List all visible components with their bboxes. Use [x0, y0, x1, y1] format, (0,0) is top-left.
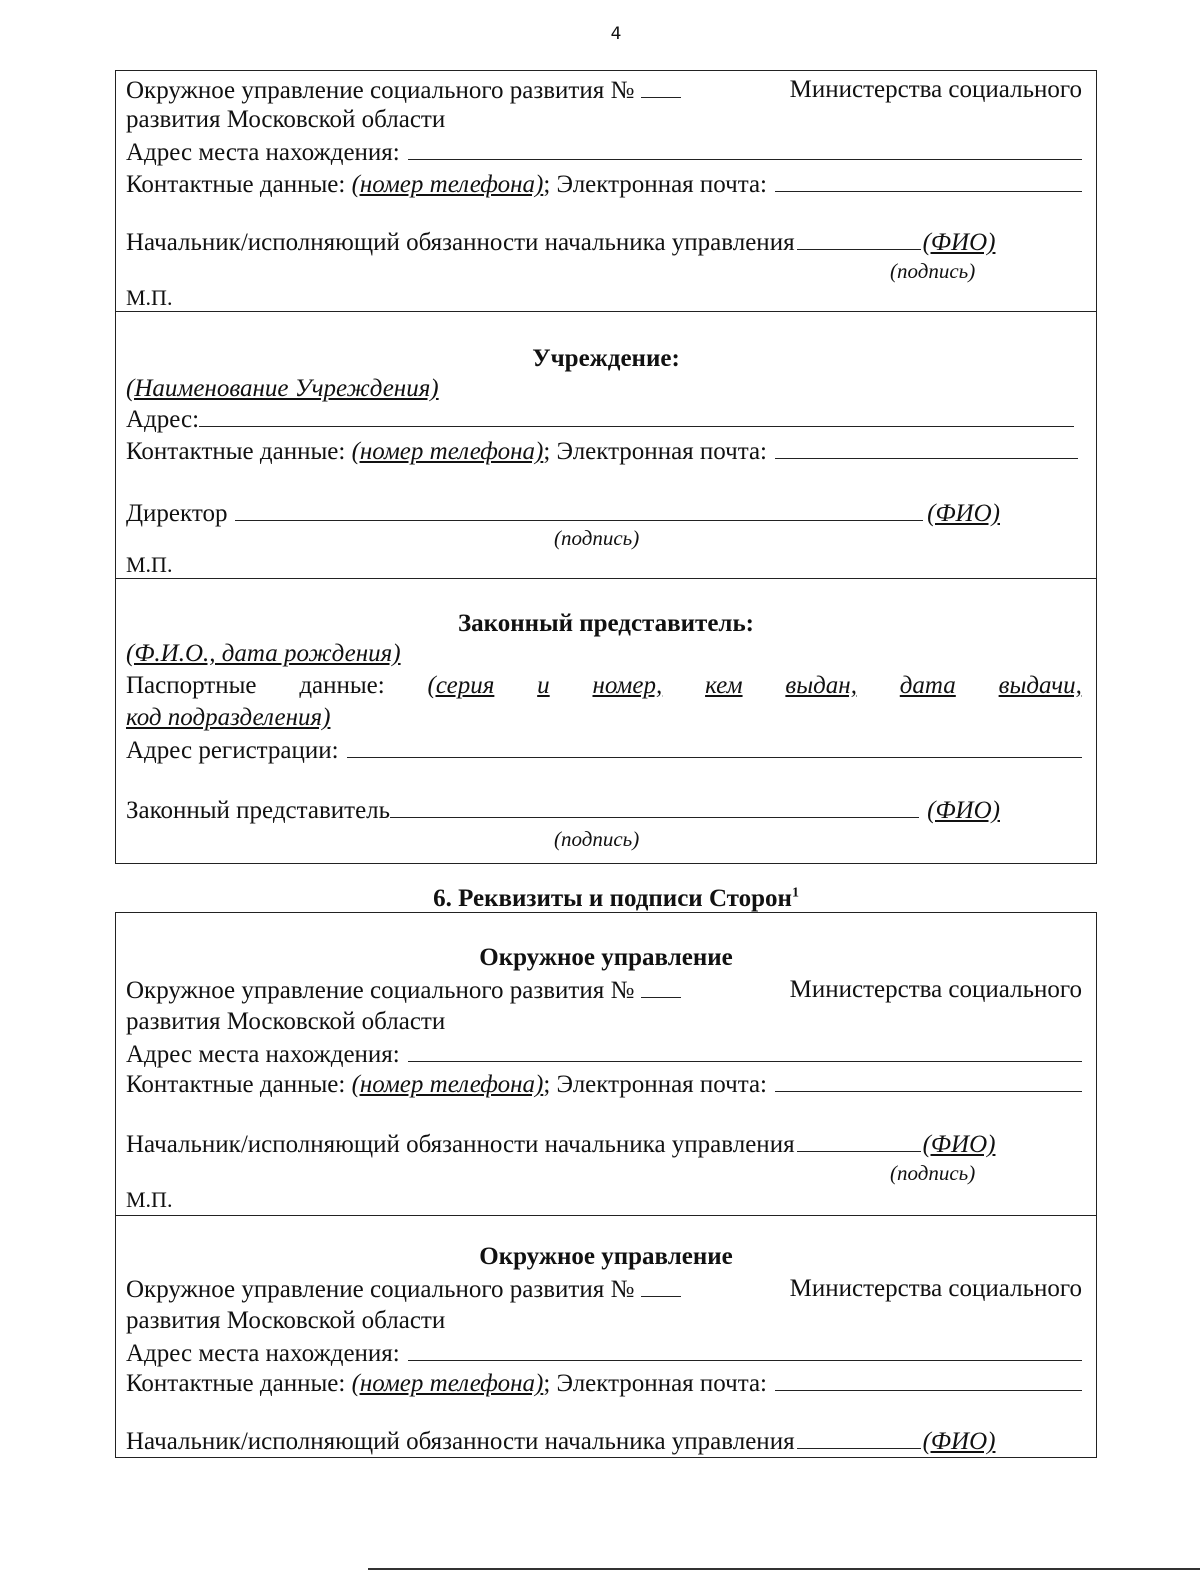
okrug-section-2 [116, 1216, 1096, 1456]
signature-hint: (подпись) [554, 827, 640, 851]
chief-signature-line: Начальник/исполняющий обязанности начальника управления (ФИО) [126, 1428, 996, 1455]
okrug-name-line: Окружное управление социального развития № Министерства социального [126, 976, 1082, 1004]
passport-line: Паспортные данные: (серия и номер, кем выдан, дата выдачи, [126, 672, 1082, 699]
address-line: Адрес места нахождения: [126, 1338, 1082, 1369]
contacts-line: Контактные данные: (номер телефона) ; Электронная почта: [126, 1069, 1082, 1100]
okrug-name-line2: развития Московской области [126, 106, 446, 133]
okrug-name-line: Окружное управление социального развития № Министерства социального [126, 76, 1082, 104]
institution-title: Учреждение: [532, 345, 680, 372]
stamp-place: М.П. [126, 285, 173, 310]
chief-signature-line: Начальник/исполняющий обязанности начальника управления (ФИО) [126, 229, 996, 256]
institution-address-line: Адрес: [126, 404, 1074, 435]
representative-signature-line: Законный представитель (ФИО) [126, 797, 1000, 824]
signature-hint: (подпись) [890, 259, 976, 283]
okrug-section [116, 71, 1096, 312]
institution-section [116, 312, 1096, 579]
page-edge-line [368, 1568, 1200, 1570]
okrug-name-line: Окружное управление социального развития № Министерства социального [126, 1275, 1082, 1303]
signatures-table [115, 912, 1097, 1458]
signature-hint: (подпись) [554, 526, 640, 550]
stamp-place: М.П. [126, 1187, 173, 1212]
contacts-line: Контактные данные: (номер телефона) ; Электронная почта: [126, 169, 1082, 200]
contacts-line: Контактные данные: (номер телефона) ; Электронная почта: [126, 1368, 1082, 1399]
parties-table [115, 70, 1097, 864]
passport-line2: код подразделения) [126, 704, 331, 731]
section6-title: 6. Реквизиты и подписи Сторон$^1$ [433, 885, 799, 912]
signature-hint: (подпись) [890, 1161, 976, 1185]
okrug-title: Окружное управление [479, 1243, 733, 1270]
okrug-section-1 [116, 913, 1096, 1216]
address-line: Адрес места нахождения: [126, 1039, 1082, 1070]
institution-name: (Наименование Учреждения) [126, 375, 439, 402]
page-number: 4 [610, 24, 622, 44]
okrug-title: Окружное управление [479, 944, 733, 971]
footnote-mark: 1 [791, 885, 799, 901]
representative-title: Законный представитель: [457, 610, 754, 637]
address-line: Адрес места нахождения: [126, 137, 1082, 168]
registration-address-line: Адрес регистрации: [126, 735, 1082, 766]
director-signature-line: Директор (ФИО) [126, 500, 1000, 527]
okrug-name-line2: развития Московской области [126, 1008, 446, 1035]
representative-section [116, 579, 1096, 863]
stamp-place: М.П. [126, 552, 173, 577]
chief-signature-line: Начальник/исполняющий обязанности начальника управления (ФИО) [126, 1131, 996, 1158]
representative-fio: (Ф.И.О., дата рождения) [126, 640, 401, 667]
institution-contacts-line: Контактные данные: (номер телефона) ; Электронная почта: [126, 436, 1078, 467]
okrug-name-line2: развития Московской области [126, 1307, 446, 1334]
